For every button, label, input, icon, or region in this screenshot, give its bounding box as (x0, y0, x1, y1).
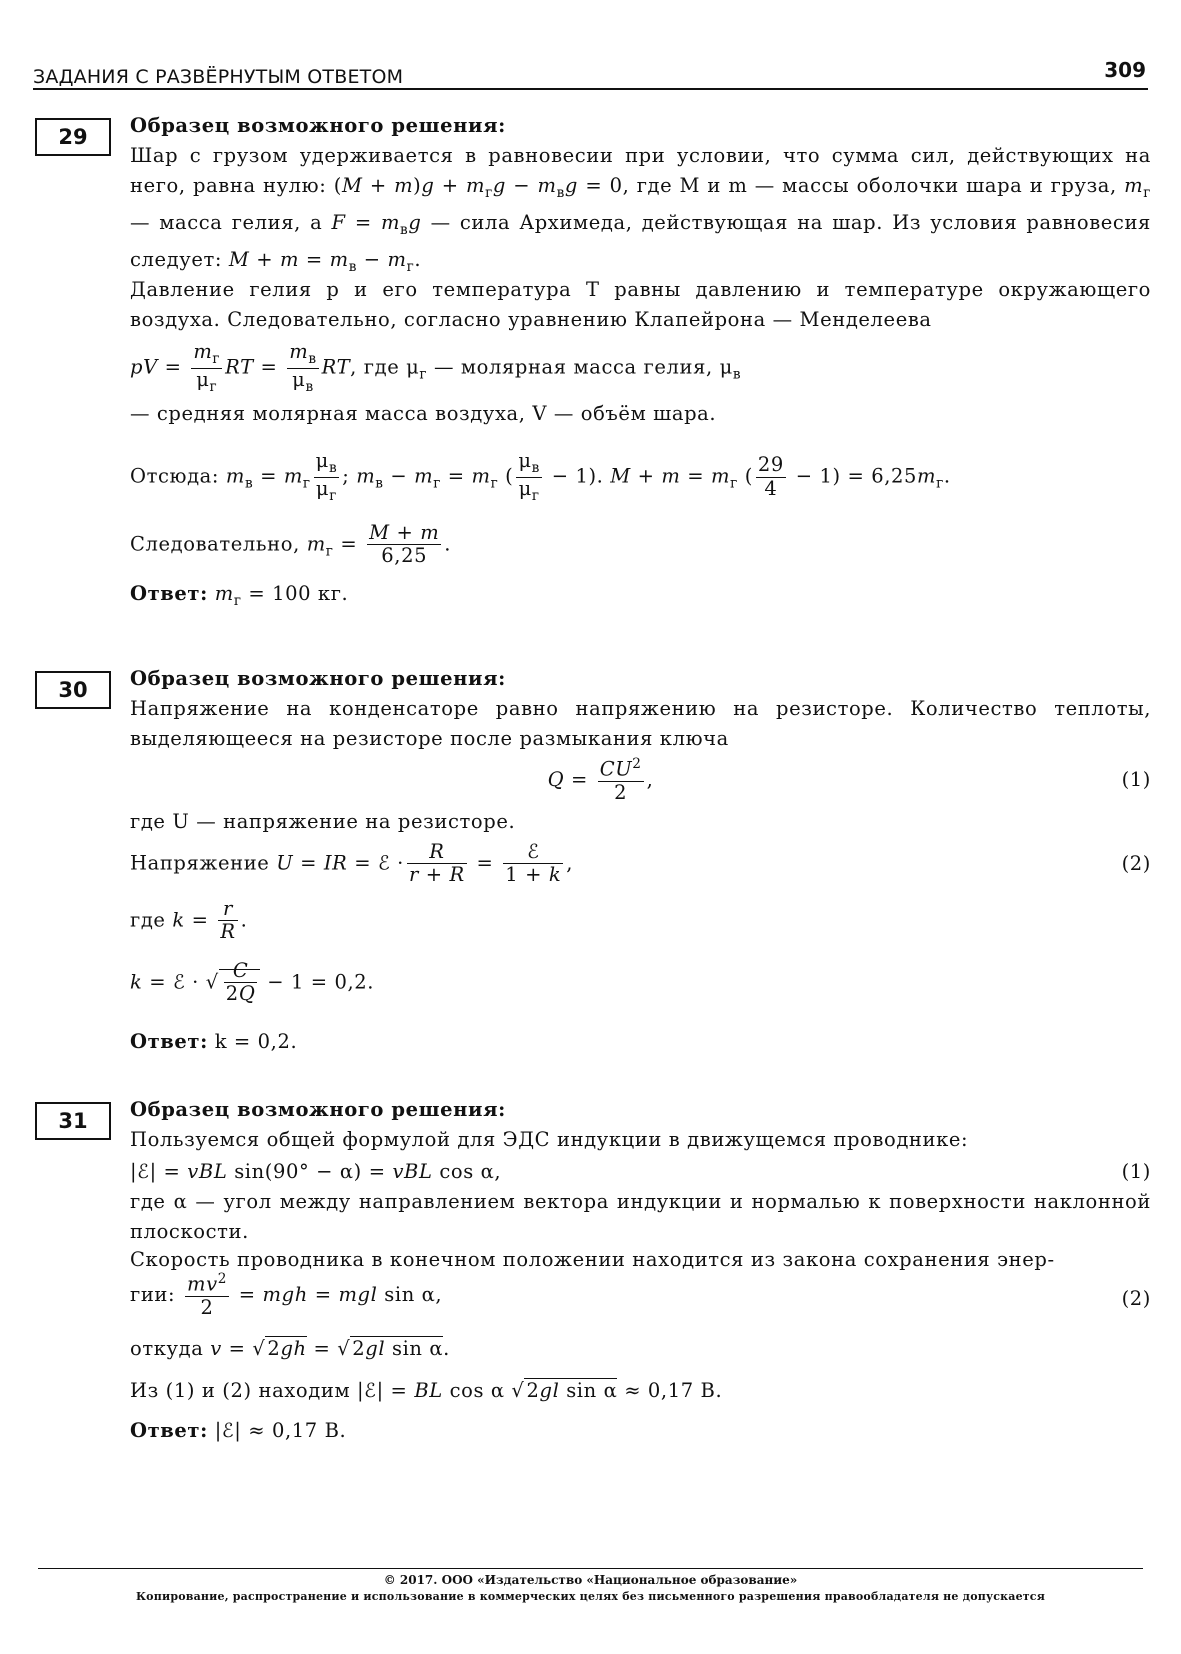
task-29-solution (130, 111, 1151, 282)
footer-copyright: © 2017. ООО «Издательство «Национальное образование» (383, 1573, 798, 1587)
task-31-velocity: откуда v = √ 2gh = √ 2gl sin α. (130, 1337, 450, 1360)
page-number: 309 (1104, 58, 1146, 82)
footer-notice: Копирование, распространение и использование в коммерческих целях без письменного разрешения правообладателя не допускается (135, 1590, 1046, 1603)
task-30-equation-1: Q = $\frac{CU^2}{2}$ , (1) (547, 756, 1151, 804)
task-31-paragraph-3: Скорость проводника в конечном положении находится из закона сохранения энер- (130, 1248, 1055, 1271)
task-30-paragraph-1: Напряжение на конденсаторе равно напряжению на резисторе. Количество теплоты, выделяющееся на резисторе после размыкания ключа (130, 697, 1151, 750)
task-31-paragraph-2: где α — угол между направлением вектора индукции и нормалью к поверхности наклонной плоскости. (130, 1190, 1151, 1243)
task-30-solution (130, 664, 1151, 754)
task-31-equation-2: гии: $\frac{mv^2}{2}$ = mgh = mgl sin α, (2) (130, 1271, 1151, 1319)
task-29-paragraph-4: Следовательно, $m_г$ = $\frac{M + m}{6,25}$ . (130, 521, 452, 568)
task-30-answer: Ответ: k = 0,2. (130, 1030, 298, 1053)
task-29-answer: Ответ: $m_г = 100$ кг. (130, 582, 349, 609)
footer-rule (38, 1568, 1143, 1569)
task-number-31: 31 (35, 1102, 111, 1140)
task-29-paragraph-3: Отсюда: $m_в = m_г$ $\frac{\mu_в}{\mu_г}$ ; $m_в - m_г = m_г$ ( $\frac{\mu_в}{\mu_г}$ − 1). $M + m = m_г$ ( $\frac{29}{4}$ − $1) = 6,25m_г$. (130, 449, 951, 504)
task-29-paragraph-2: Давление гелия p и его температура T равны давлению и температуре окружающего воздуха. Следовательно, согласно уравнению Клапейрона — Менделеева pV = $\frac{m_г}{\mu_г}$ RT = $\frac{m_в}{\mu_в}$ RT, где $\mu_г$ — молярная масса гелия, $\mu_в$ — средняя молярная масса воздуха, V — объём шара. (130, 278, 1151, 426)
task-30-k-formula: k = ℰ · √ $\frac{C}{2Q}$ − 1 = 0,2. (130, 959, 375, 1006)
task-30-heading: Образец возможного решения: (130, 667, 506, 690)
section-title: ЗАДАНИЯ С РАЗВЁРНУТЫМ ОТВЕТОМ (33, 66, 404, 88)
task-31-result: Из (1) и (2) находим |ℰ| = BL cos α √ 2gl sin α ≈ 0,17 В. (130, 1379, 723, 1402)
task-number-29: 29 (35, 118, 111, 156)
task-30-where-k: где k = $\frac{r}{R}$ . (130, 897, 248, 944)
task-30-equation-2: Напряжение U = IR = ℰ · $\frac{R}{r + R}$ = $\frac{\text{ℰ}}{1 + k}$ , (2) (130, 840, 1151, 887)
task-29-heading: Образец возможного решения: (130, 114, 506, 137)
task-31-solution (130, 1095, 1151, 1155)
page-header (33, 56, 1148, 90)
task-31-paragraph-1: Пользуемся общей формулой для ЭДС индукции в движущемся проводнике: (130, 1128, 969, 1151)
task-30-where-u: где U — напряжение на резисторе. (130, 810, 516, 833)
task-31-answer: Ответ: |ℰ| ≈ 0,17 В. (130, 1419, 347, 1442)
task-29-paragraph-1: Шар с грузом удерживается в равновесии при условии, что сумма сил, действующих на него, равна нулю: $(M + m)g + m_гg - m_вg = 0$, где M и m — массы оболочки шара и груза, $m_г$ — масса гелия, а $F = m_вg$ — сила Архимеда, действующая на шар. Из условия равновесия следует: $M + m = m_в - m_г$. (130, 144, 1151, 275)
task-31-heading: Образец возможного решения: (130, 1098, 506, 1121)
task-31-equation-1: |ℰ| = vBL sin(90° − α) = vBL cos α, (1) (130, 1160, 1151, 1183)
task-number-30: 30 (35, 671, 111, 709)
